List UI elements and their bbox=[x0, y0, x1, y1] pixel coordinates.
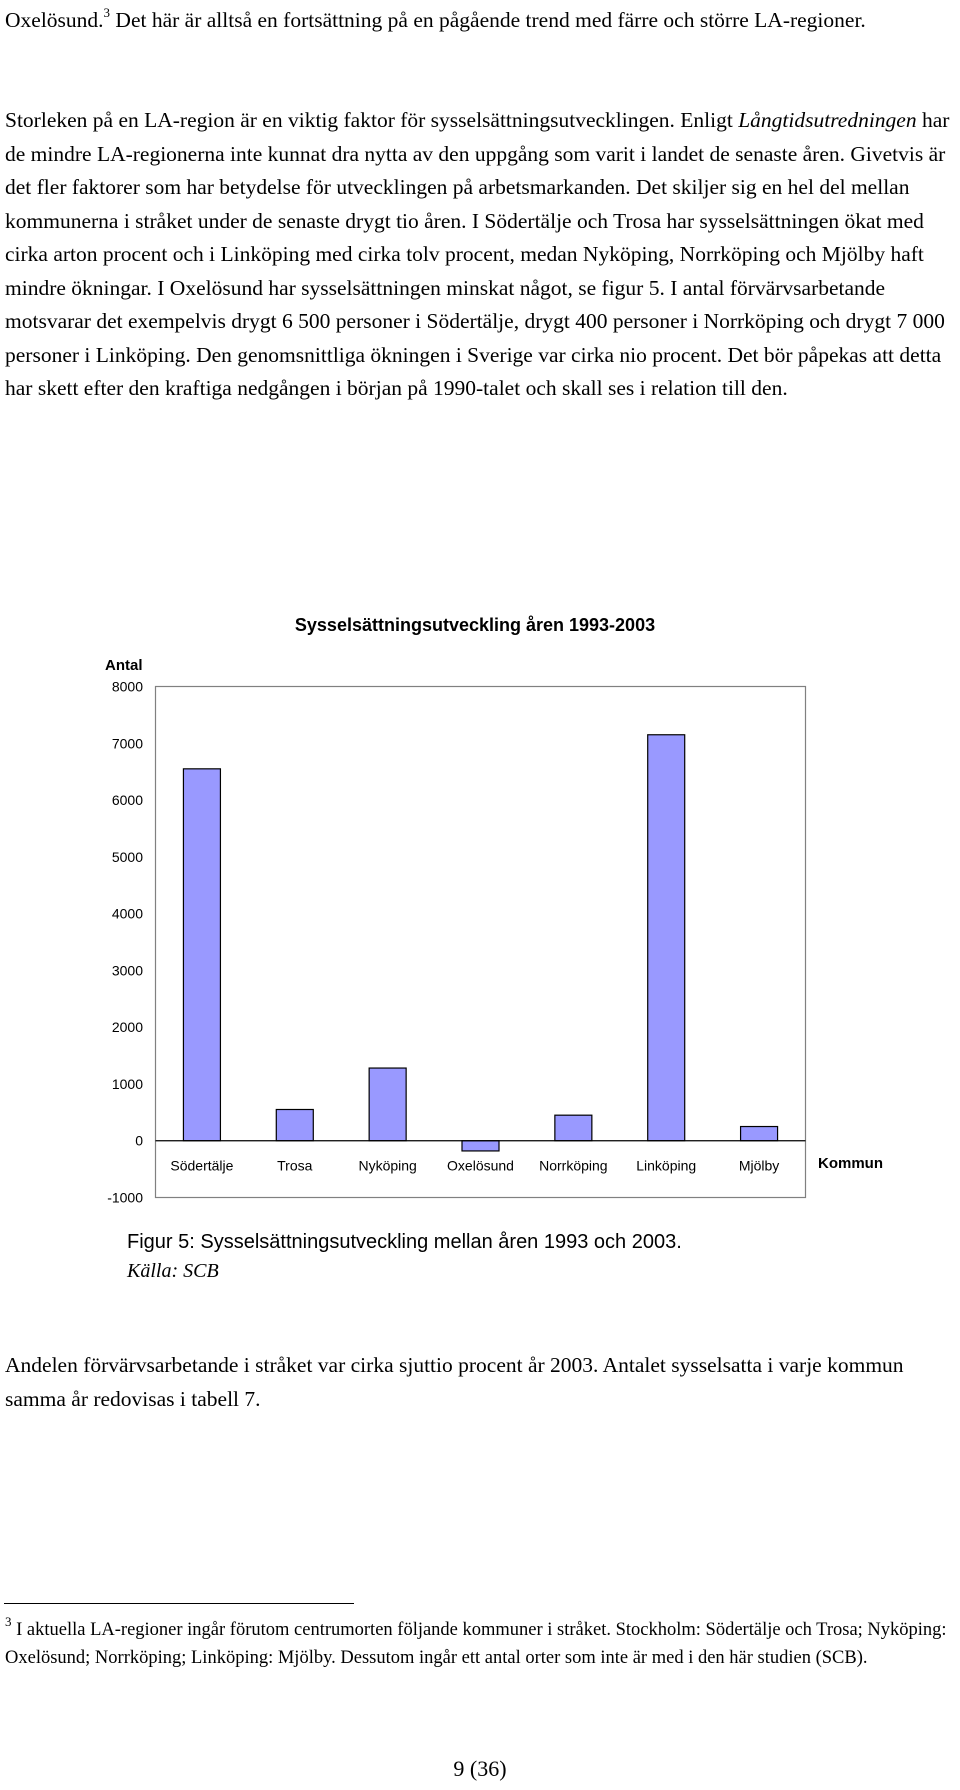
bar-oxelösund bbox=[462, 1141, 499, 1151]
x-tick-label: Mjölby bbox=[738, 1157, 780, 1174]
y-tick-label: 5000 bbox=[111, 848, 143, 865]
footnote bbox=[5, 1613, 955, 1672]
page-number: 9 (36) bbox=[453, 1756, 507, 1781]
bar-trosa bbox=[276, 1109, 313, 1140]
figure-caption: Figur 5: Sysselsättningsutveckling mellan åren 1993 och 2003. bbox=[127, 1231, 682, 1253]
y-tick-label: 6000 bbox=[111, 792, 143, 809]
plot-area bbox=[156, 687, 806, 1198]
y-tick-label: -1000 bbox=[107, 1189, 143, 1206]
bar-södertälje bbox=[183, 769, 220, 1141]
chart-title: Sysselsättningsutveckling åren 1993-2003 bbox=[294, 615, 656, 635]
bar-nyköping bbox=[369, 1068, 406, 1141]
figure-source: Källa: SCB bbox=[127, 1260, 219, 1282]
x-tick-label: Linköping bbox=[636, 1157, 697, 1174]
y-tick-label: 2000 bbox=[111, 1019, 143, 1036]
y-tick-label: 4000 bbox=[111, 905, 143, 922]
y-tick-label: 0 bbox=[135, 1132, 143, 1149]
bars bbox=[183, 735, 777, 1151]
paragraph-1 bbox=[5, 4, 955, 38]
footnote-number: 3 bbox=[5, 1613, 12, 1629]
paragraph-2 bbox=[5, 104, 955, 406]
p1-rest: Det här är alltså en fortsättning på en pågående trend med färre och större LA-regioner. bbox=[110, 8, 866, 32]
footnote-text: I aktuella LA-regioner ingår förutom centrumorten följande kommuner i stråket. Stockholm: Södertälje och Trosa; Nyköping: Oxelösund; Norrköping; Linköping: Mjölby. Dessutom ingår ett antal orter som inte är med i den här studien (SCB). bbox=[5, 1620, 947, 1668]
x-tick-label: Södertälje bbox=[170, 1157, 234, 1174]
p1-start: Oxelösund. bbox=[5, 8, 104, 32]
bar-chart bbox=[0, 600, 960, 1220]
y-tick-label: 7000 bbox=[111, 735, 143, 752]
p3-text: Andelen förvärvsarbetande i stråket var cirka sjuttio procent år 2003. Antalet sysselsatta i varje kommun samma år redovisas i tabell 7. bbox=[5, 1353, 904, 1411]
y-axis bbox=[107, 679, 143, 1206]
y-tick-label: 3000 bbox=[111, 962, 143, 979]
p2-emphasis: Långtidsutredningen bbox=[738, 108, 917, 132]
y-axis-label: Antal bbox=[105, 657, 143, 674]
x-axis-label: Kommun bbox=[818, 1155, 883, 1172]
x-tick-label: Trosa bbox=[277, 1157, 313, 1174]
footnote-ref: 3 bbox=[103, 4, 111, 20]
x-tick-label: Nyköping bbox=[358, 1157, 417, 1174]
paragraph-3 bbox=[5, 1349, 955, 1416]
bar-norrköping bbox=[555, 1115, 592, 1141]
bar-linköping bbox=[648, 735, 685, 1141]
y-tick-label: 8000 bbox=[111, 678, 143, 695]
footnote-separator bbox=[4, 1603, 354, 1604]
x-tick-label: Oxelösund bbox=[447, 1157, 514, 1174]
bar-mjölby bbox=[741, 1127, 778, 1141]
p2-part-b: har de mindre LA-regionerna inte kunnat dra nytta av den uppgång som varit i landet de senaste åren. Givetvis är det fler faktorer som har betydelse för utvecklingen på arbetsmarkanden. Det skiljer sig en hel del mellan kommunerna i stråket under de senaste drygt tio åren. I Södertälje och Trosa har sysselsättningen ökat med cirka arton procent och i Linköping med cirka tolv procent, medan Nyköping, Norrköping och Mjölby haft mindre ökningar. I Oxelösund har sysselsättningen minskat något, se figur 5. I antal förvärvsarbetande motsvarar det exempelvis drygt 6 500 personer i Södertälje, drygt 400 personer i Norrköping och drygt 7 000 personer i Linköping. Den genomsnittliga ökningen i Sverige var cirka nio procent. Det bör påpekas att detta har skett efter den kraftiga nedgången i början på 1990-talet och skall ses i relation till den. bbox=[5, 108, 950, 400]
y-tick-label: 1000 bbox=[111, 1075, 143, 1092]
p2-part-a: Storleken på en LA-region är en viktig faktor för sysselsättningsutvecklingen. Enligt bbox=[5, 108, 739, 132]
x-tick-label: Norrköping bbox=[539, 1157, 608, 1174]
